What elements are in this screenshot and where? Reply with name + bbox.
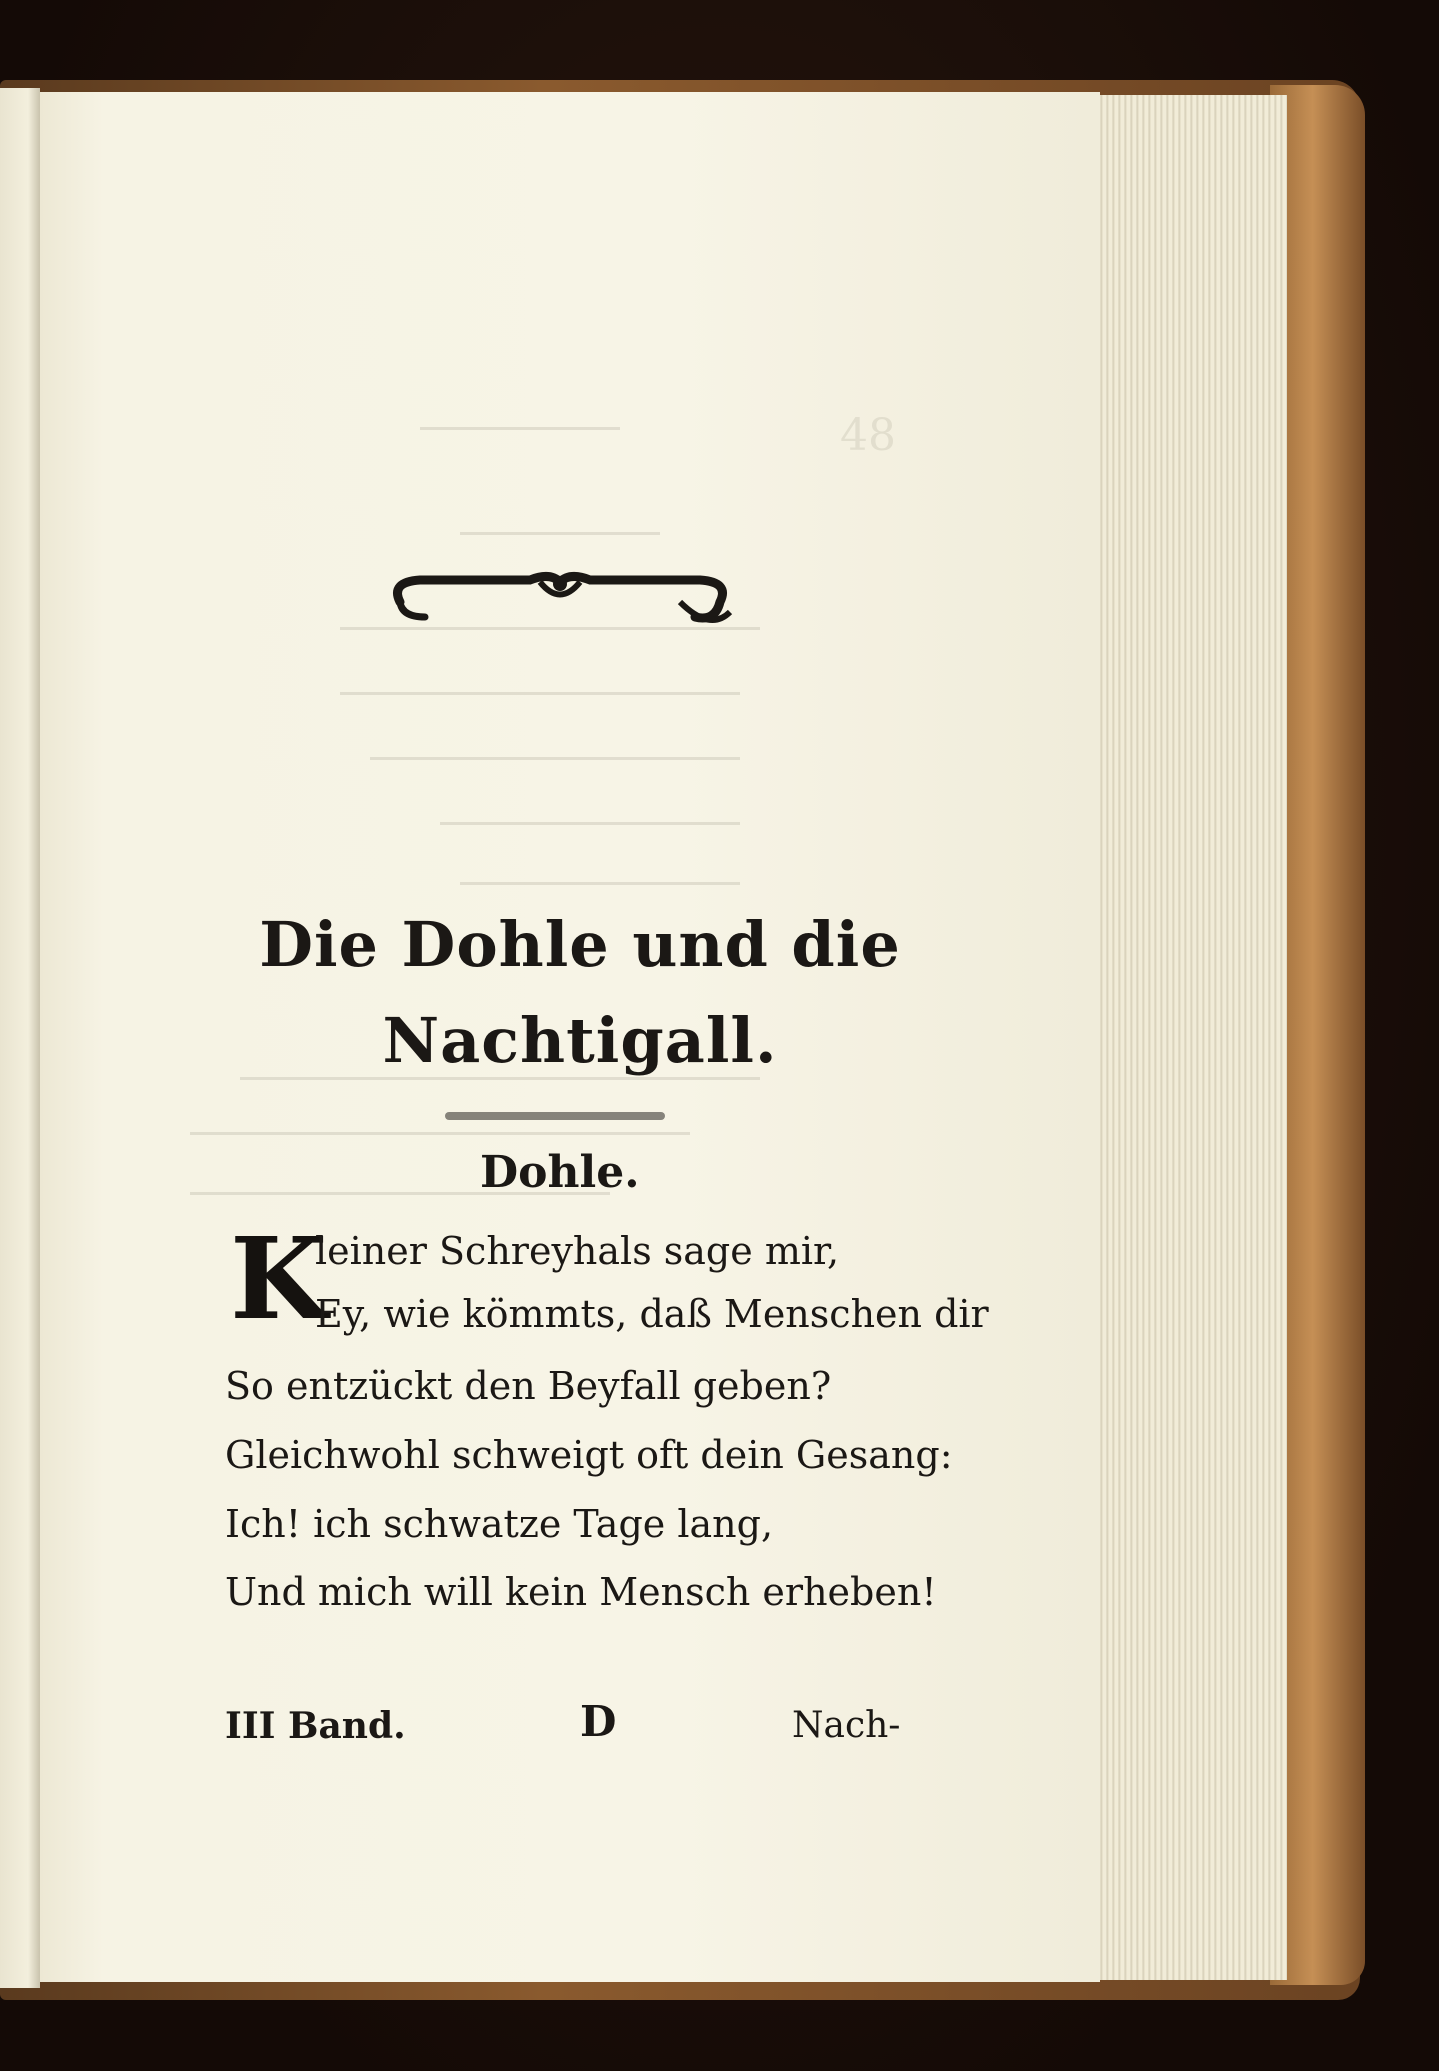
bleed-through-line xyxy=(440,822,740,825)
bleed-through-line xyxy=(460,532,660,535)
bleed-through-line xyxy=(190,1132,690,1135)
poem-line: leiner Schreyhals sage mir, xyxy=(315,1229,840,1273)
title-rule xyxy=(445,1112,665,1120)
facing-page-edge xyxy=(0,88,40,1988)
catchword: Nach- xyxy=(792,1705,901,1746)
drop-cap: K xyxy=(230,1214,328,1345)
bleed-through-line xyxy=(340,692,740,695)
bleed-through-line xyxy=(460,882,740,885)
signature-mark: D xyxy=(580,1697,617,1746)
bleed-through-ornament xyxy=(420,427,620,430)
bleed-through-page-number: 48 xyxy=(840,410,896,461)
volume-label: III Band. xyxy=(225,1705,406,1747)
poem-line: Ey, wie kömmts, daß Menschen dir xyxy=(315,1292,989,1336)
book-page xyxy=(40,92,1100,1982)
speaker-label: Dohle. xyxy=(480,1147,640,1198)
poem-line: Und mich will kein Mensch erheben! xyxy=(225,1570,937,1614)
page-block-edges xyxy=(1095,95,1287,1980)
poem-title: Die Dohle und die Nachtigall. xyxy=(259,908,901,1077)
poem-line: So entzückt den Beyfall geben? xyxy=(225,1364,832,1408)
bleed-through-line xyxy=(370,757,740,760)
poem-line: Gleichwohl schweigt oft dein Gesang: xyxy=(225,1433,953,1477)
headpiece-ornament xyxy=(380,562,740,642)
poem-line: Ich! ich schwatze Tage lang, xyxy=(225,1502,774,1546)
